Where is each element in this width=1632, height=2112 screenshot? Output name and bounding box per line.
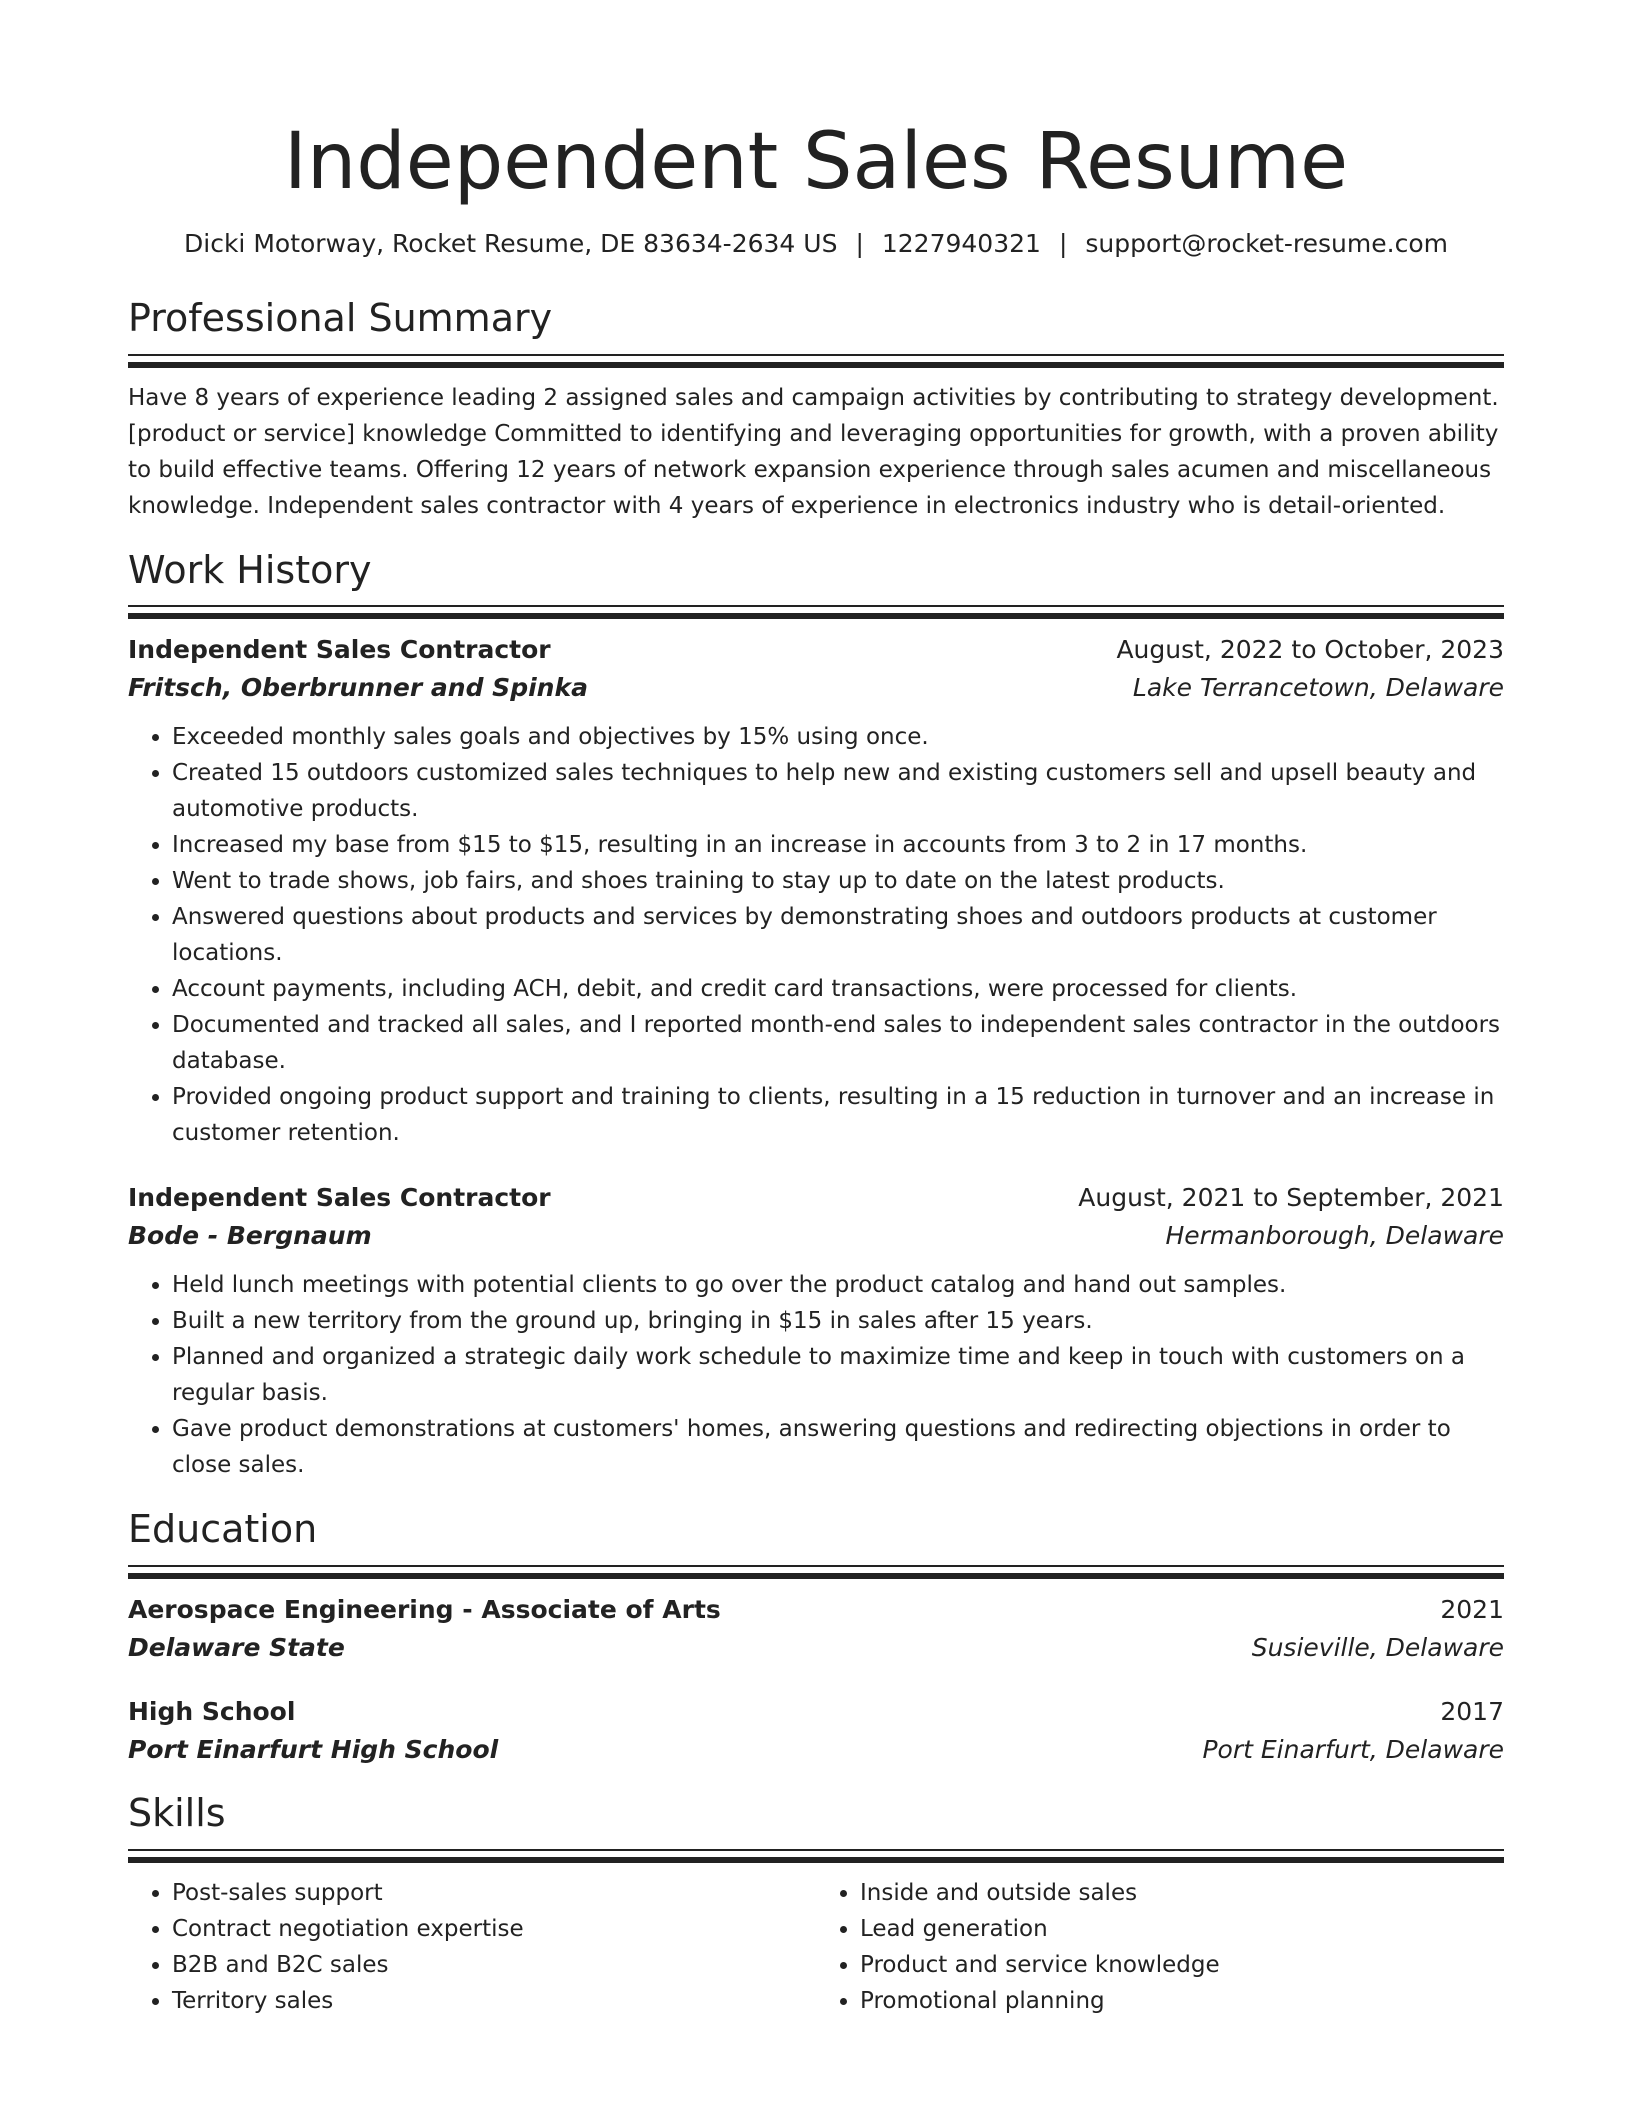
job-title: Independent Sales Contractor (128, 635, 551, 665)
list-item: • Planned and organized a strategic daily work schedule to maximize time and keep in touch with customers on a regular basis. (172, 1339, 1504, 1411)
contact-email[interactable]: support@rocket-resume.com (1085, 228, 1448, 258)
list-item: • Gave product demonstrations at customers' homes, answering questions and redirecting objections in order to close sales. (172, 1411, 1504, 1483)
job-title: Independent Sales Contractor (128, 1183, 551, 1213)
list-item: • Territory sales (172, 1983, 816, 2019)
section-heading-summary: Professional Summary (128, 296, 553, 341)
list-item: • Inside and outside sales (860, 1875, 1504, 1911)
section-divider (128, 605, 1504, 619)
job-location: Lake Terrancetown, Delaware (1132, 673, 1504, 703)
education-entry (128, 1693, 1504, 1769)
work-section (128, 548, 1504, 1484)
section-divider (128, 1849, 1504, 1863)
list-item: • Promotional planning (860, 1983, 1504, 2019)
education-degree: High School (128, 1697, 296, 1727)
education-school: Port Einarfurt High School (128, 1735, 499, 1765)
section-divider (128, 354, 1504, 368)
education-subheader (128, 1629, 1504, 1667)
list-item: • Product and service knowledge (860, 1947, 1504, 1983)
contact-phone: 1227940321 (881, 228, 1041, 258)
list-item: • B2B and B2C sales (172, 1947, 816, 1983)
list-item: • Post-sales support (172, 1875, 816, 1911)
list-item: • Created 15 outdoors customized sales techniques to help new and existing customers sell and upsell beauty and automotive products. (172, 755, 1504, 827)
job-entry (128, 631, 1504, 1151)
contact-separator: | (1058, 228, 1068, 258)
list-item: • Exceeded monthly sales goals and objectives by 15% using once. (172, 719, 1504, 755)
job-header (128, 1179, 1504, 1217)
education-degree: Aerospace Engineering - Associate of Arts (128, 1595, 721, 1625)
skills-list-left (128, 1875, 816, 2019)
education-location: Port Einarfurt, Delaware (1202, 1735, 1504, 1765)
skills-columns (128, 1875, 1504, 2019)
education-header (128, 1591, 1504, 1629)
job-subheader (128, 669, 1504, 707)
job-header (128, 631, 1504, 669)
job-bullets (128, 719, 1504, 1151)
job-bullets (128, 1267, 1504, 1483)
job-location: Hermanborough, Delaware (1165, 1221, 1504, 1251)
skills-section (128, 1791, 1504, 2019)
list-item: • Increased my base from $15 to $15, resulting in an increase in accounts from 3 to 2 in 17 months. (172, 827, 1504, 863)
section-heading-work: Work History (128, 547, 372, 592)
job-entry (128, 1179, 1504, 1483)
page-title: Independent Sales Resume (283, 117, 1349, 207)
list-item: • Built a new territory from the ground up, bringing in $15 in sales after 15 years. (172, 1303, 1504, 1339)
job-subheader (128, 1217, 1504, 1255)
job-company: Fritsch, Oberbrunner and Spinka (128, 673, 588, 703)
education-year: 2021 (1440, 1595, 1504, 1625)
education-entry (128, 1591, 1504, 1667)
contact-line (128, 228, 1504, 261)
list-item: • Documented and tracked all sales, and I reported month-end sales to independent sales contractor in the outdoors database. (172, 1007, 1504, 1079)
contact-address: Dicki Motorway, Rocket Resume, DE 83634-2634 US (184, 228, 838, 258)
list-item: • Provided ongoing product support and training to clients, resulting in a 15 reduction in turnover and an increase in customer retention. (172, 1079, 1504, 1151)
education-subheader (128, 1731, 1504, 1769)
resume-page (128, 117, 1504, 2019)
job-dates: August, 2022 to October, 2023 (1116, 635, 1504, 665)
job-company: Bode - Bergnaum (128, 1221, 372, 1251)
education-school: Delaware State (128, 1633, 345, 1663)
list-item: • Answered questions about products and services by demonstrating shoes and outdoors products at customer locations. (172, 899, 1504, 971)
section-heading-education: Education (128, 1507, 318, 1552)
list-item: • Contract negotiation expertise (172, 1911, 816, 1947)
list-item: • Held lunch meetings with potential clients to go over the product catalog and hand out samples. (172, 1267, 1504, 1303)
job-dates: August, 2021 to September, 2021 (1078, 1183, 1504, 1213)
list-item: • Account payments, including ACH, debit, and credit card transactions, were processed for clients. (172, 971, 1504, 1007)
summary-text: Have 8 years of experience leading 2 assigned sales and campaign activities by contributing to strategy development. [product or service] knowledge Committed to identifying and leveraging opportunities for growth, with a proven ability to build effective teams. Offering 12 years of network expansion experience through sales acumen and miscellaneous knowledge. Independent sales contractor with 4 years of experience in electronics industry who is detail-oriented. (128, 384, 1499, 519)
education-section (128, 1507, 1504, 1769)
contact-separator: | (855, 228, 864, 258)
list-item: • Lead generation (860, 1911, 1504, 1947)
education-location: Susieville, Delaware (1251, 1633, 1504, 1663)
list-item: • Went to trade shows, job fairs, and shoes training to stay up to date on the latest products. (172, 863, 1504, 899)
section-divider (128, 1565, 1504, 1579)
education-year: 2017 (1440, 1697, 1504, 1727)
summary-section (128, 296, 1504, 524)
education-header (128, 1693, 1504, 1731)
skills-list-right (816, 1875, 1504, 2019)
section-heading-skills: Skills (128, 1791, 226, 1836)
